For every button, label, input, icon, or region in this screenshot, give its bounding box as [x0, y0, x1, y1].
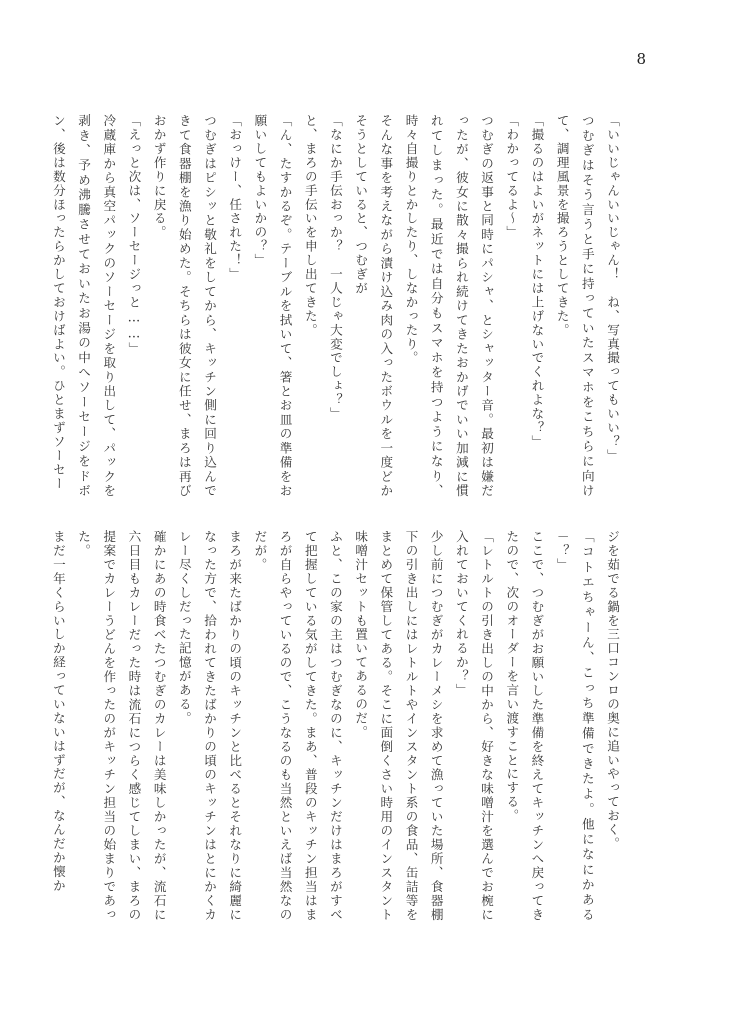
- paragraph: つむぎはピシッと敬礼をしてから、キッチン側に回り込んできて食器棚を漁り始めた。そちらは彼女に任せ、まろは再びおかず作りに戻る。: [151, 114, 217, 498]
- paragraph: まだ一年くらいしか経っていないはずだが、なんだか懐か: [50, 530, 66, 893]
- paragraph: 「撮るのはよいがネットには上げないでくれよな？」: [529, 114, 545, 449]
- paragraph: 「レトルトの引き出しの中から、好きな味噌汁を選んでお椀に入れておいてくれるか？」: [453, 530, 495, 922]
- page-number: 8: [636, 50, 646, 68]
- paragraph: つむぎの返事と同時にパシャ、とシャッター音。最初は嫌だったが、彼女に散々撮られ続けてきたおかげでいい加減に慣れてしまった。最近では自分もスマホを持つようになり、時々自撮りとかしたり、しなかったり。: [403, 114, 495, 498]
- paragraph: 「なにか手伝おっか？ 一人じゃ大変でしょ？」: [327, 114, 343, 421]
- text-block-upper: [50, 114, 625, 498]
- text-block-lower: [50, 530, 625, 922]
- paragraph: 「ん、たすかるぞ。テーブルを拭いて、箸とお皿の準備をお願いしてもよいかの？」: [252, 114, 293, 498]
- paragraph: 「おっけー、任された！」: [227, 114, 243, 282]
- paragraph: と、まろの手伝いを申し出てきた。: [302, 114, 318, 338]
- paragraph: 確かにあの時食べたつむぎのカレーは美味しかったが、流石に六日目もカレーだった時は流石につらく感じてしまい、まろの提案でカレーうどんを作ったのがキッチン担当の始まりであった。: [76, 530, 167, 922]
- paragraph: 冷蔵庫から真空パックのソーセージを取り出して、パックを剥き、予め沸騰させておいたお湯の中へソーセージをドボン、後は数分ほったらかしておけばよい。ひとまずソーセー: [50, 114, 117, 498]
- paragraph: 「わかってるよ～」: [504, 114, 520, 240]
- paragraph: ここで、つむぎがお願いした準備を終えてキッチンへ戻ってきたので、次のオーダーを言い渡すことにする。: [504, 530, 545, 922]
- paragraph: 「えっと次は、ソーセージっと……」: [126, 114, 142, 356]
- paragraph: 「いいじゃんいいじゃん！ ね、写真撮ってもいい？」: [605, 114, 620, 463]
- paragraph: そんな事を考えながら漬け込み肉の入ったボウルを一度どかそうとしていると、つむぎが: [353, 114, 394, 498]
- paragraph: 少し前につむぎがカレーメシを求めて漁っていた場所、食器棚下の引き出しにはレトルトやインスタント系の食品、缶詰等をまとめて保管してある。そこに面倒くさい時用のインスタント味噌汁セットも置いてあるのだ。: [353, 530, 444, 922]
- paragraph: 「コトエちゃーん、こっち準備できたよ。他になにかある－？」: [554, 530, 595, 922]
- paragraph: まろが来たばかりの頃のキッチンと比べるとそれなりに綺麗になった方で、拾われてきたばかりの頃のキッチンはとにかくカレー尽くしだった記憶がある。: [176, 530, 243, 922]
- paragraph: ふと、この家の主はつむぎなのに、キッチンだけはまろがすべて把握している気がしてきた。まあ、普段のキッチン担当はまろが自らやっているので、こうなるのも当然といえば当然なのだが。: [252, 530, 343, 922]
- paragraph: つむぎはそう言うと手に持っていたスマホをこちらに向けて、調理風景を撮ろうとしてきた。: [554, 114, 595, 498]
- paragraph: ジを茹でる鍋を三口コンロの奥に追いやっておく。: [605, 530, 620, 851]
